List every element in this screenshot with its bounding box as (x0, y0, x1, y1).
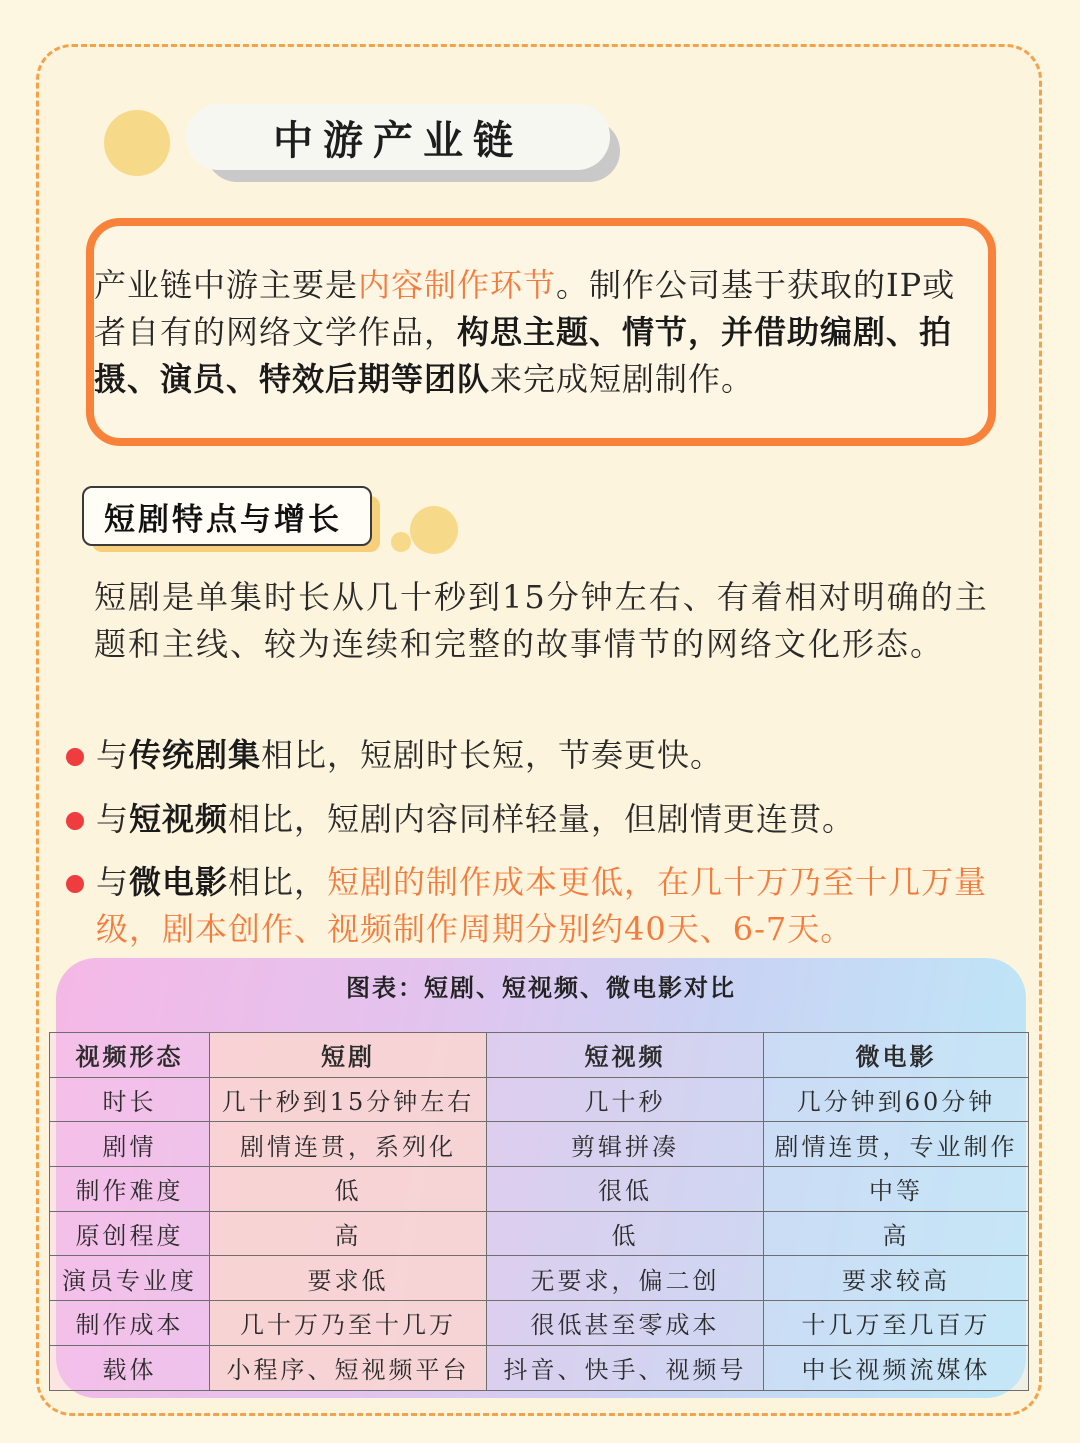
table-row-label: 载体 (50, 1345, 210, 1390)
bullet-prefix: 与 (96, 800, 130, 838)
bullet-dot-icon (66, 875, 84, 893)
table-row-label: 原创程度 (50, 1211, 210, 1256)
bullet-dot-icon (66, 812, 84, 830)
intro-bold: 构思主题、情节，并借助编剧、拍摄、演员、特效后期等团队 (94, 313, 953, 398)
table-cell: 高 (764, 1211, 1029, 1256)
title-pill (186, 104, 610, 170)
bullet-prefix: 与 (96, 863, 130, 901)
table-cell: 要求较高 (764, 1256, 1029, 1301)
table-cell: 十几万至几百万 (764, 1301, 1029, 1346)
bullet-item (64, 859, 994, 953)
table-cell: 中等 (764, 1167, 1029, 1212)
intro-part1: 产业链中游主要是 (94, 266, 359, 304)
table-cell: 剪辑拼凑 (487, 1122, 764, 1167)
table-header-cell: 短视频 (487, 1033, 764, 1078)
intro-part2: 。制作公司基于获取的IP或者自有的网络文学作品， (94, 266, 956, 351)
table-cell: 很低甚至零成本 (487, 1301, 764, 1346)
table-cell: 低 (210, 1167, 487, 1212)
table-cell: 无要求，偏二创 (487, 1256, 764, 1301)
table-row-label: 时长 (50, 1077, 210, 1122)
table-cell: 剧情连贯，系列化 (210, 1122, 487, 1167)
table-row-label: 剧情 (50, 1122, 210, 1167)
bullet-text: 相比，短剧内容同样轻量，但剧情更连贯。 (228, 800, 856, 838)
table-header-cell: 视频形态 (50, 1033, 210, 1078)
decorative-dot (391, 532, 411, 552)
table-cell: 小程序、短视频平台 (210, 1345, 487, 1390)
intro-text (94, 262, 988, 403)
bullet-dot-icon (66, 748, 84, 766)
bullet-text: 相比， (228, 863, 328, 901)
table-caption: 图表：短剧、短视频、微电影对比 (346, 974, 736, 1002)
table-cell: 低 (487, 1211, 764, 1256)
section-tag (82, 486, 372, 546)
bullet-bold: 短视频 (129, 800, 229, 838)
table-header-cell: 短剧 (210, 1033, 487, 1078)
table-row (50, 1211, 1029, 1256)
section-title: 短剧特点与增长 (104, 501, 342, 538)
table-row-label: 演员专业度 (50, 1256, 210, 1301)
table-header-cell: 微电影 (764, 1033, 1029, 1078)
table-row-label: 制作难度 (50, 1167, 210, 1212)
comparison-table (49, 1032, 1029, 1391)
table-cell: 剧情连贯，专业制作 (764, 1122, 1029, 1167)
table-row (50, 1077, 1029, 1122)
table-row (50, 1256, 1029, 1301)
decorative-dot (410, 506, 458, 554)
table-cell: 几十秒 (487, 1077, 764, 1122)
bullet-bold: 微电影 (129, 863, 229, 901)
bullet-item (64, 796, 994, 843)
table-cell: 几分钟到60分钟 (764, 1077, 1029, 1122)
decorative-dot (104, 110, 170, 176)
table-cell: 几十万乃至十几万 (210, 1301, 487, 1346)
table-row-label: 制作成本 (50, 1301, 210, 1346)
table-row (50, 1122, 1029, 1167)
table-cell: 高 (210, 1211, 487, 1256)
table-row (50, 1345, 1029, 1390)
table-header-row (50, 1033, 1029, 1078)
table-row (50, 1301, 1029, 1346)
table-cell: 很低 (487, 1167, 764, 1212)
table-cell: 中长视频流媒体 (764, 1345, 1029, 1390)
section-paragraph: 短剧是单集时长从几十秒到15分钟左右、有着相对明确的主题和主线、较为连续和完整的故事情节的网络文化形态。 (94, 578, 989, 663)
table-row (50, 1167, 1029, 1212)
bullet-text: 相比，短剧时长短，节奏更快。 (261, 736, 724, 774)
bullet-highlight: 短剧的制作成本更低，在几十万乃至十几万量级，剧本创作、视频制作周期分别约40天、6-7天。 (96, 863, 988, 948)
table-cell: 要求低 (210, 1256, 487, 1301)
intro-highlight: 内容制作环节 (358, 266, 557, 304)
page-title: 中游产业链 (273, 117, 523, 164)
bullet-bold: 传统剧集 (129, 736, 262, 774)
table-cell: 几十秒到15分钟左右 (210, 1077, 487, 1122)
bullet-prefix: 与 (96, 736, 130, 774)
intro-part3: 来完成短剧制作。 (490, 360, 755, 398)
table-cell: 抖音、快手、视频号 (487, 1345, 764, 1390)
bullet-item (64, 732, 994, 779)
